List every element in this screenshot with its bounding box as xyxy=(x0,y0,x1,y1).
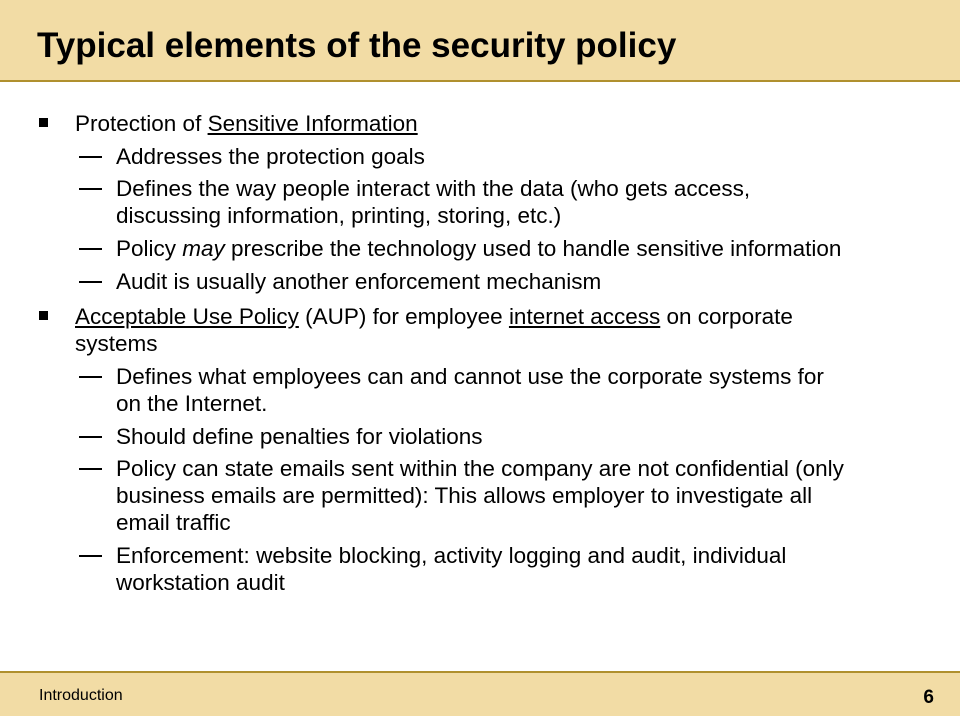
dash-icon xyxy=(79,188,102,190)
dash-icon xyxy=(79,436,102,438)
sub-bullet-line: email traffic xyxy=(116,510,231,535)
sub-bullet-line: Enforcement: website blocking, activity logging and audit, individual xyxy=(116,543,787,568)
footer-bar xyxy=(0,671,960,716)
sub-bullet-line: Defines what employees can and cannot use the corporate systems for xyxy=(116,364,824,389)
bullet-text: (AUP) for employee xyxy=(298,304,509,329)
sub-bullet-line: Policy can state emails sent within the company are not confidential (only xyxy=(116,456,844,481)
page-number: 6 xyxy=(923,687,934,708)
bullet-square-icon xyxy=(39,118,48,127)
bullet-text: on corporate xyxy=(660,304,793,329)
bullet-line: systems xyxy=(75,331,158,356)
sub-bullet-text: Policy xyxy=(116,236,183,261)
dash-icon xyxy=(79,156,102,158)
sub-bullet xyxy=(116,363,941,417)
dash-icon xyxy=(79,555,102,557)
sub-bullet xyxy=(116,175,941,229)
sub-bullet xyxy=(116,542,941,596)
bullet-text: Protection of xyxy=(75,111,208,136)
sub-bullet xyxy=(116,455,941,536)
sub-bullet-text: prescribe the technology used to handle sensitive information xyxy=(224,236,842,261)
dash-icon xyxy=(79,248,102,250)
sub-bullet-line: business emails are permitted): This allows employer to investigate all xyxy=(116,483,813,508)
bullet-line xyxy=(75,303,935,330)
dash-icon xyxy=(79,468,102,470)
sub-bullet: Addresses the protection goals xyxy=(116,144,425,169)
sub-bullet xyxy=(116,235,941,262)
sub-bullet-line: discussing information, printing, storing, etc.) xyxy=(116,203,562,228)
acceptable-use-policy-link[interactable]: Acceptable Use Policy xyxy=(75,304,299,329)
sub-bullet: Should define penalties for violations xyxy=(116,424,483,449)
dash-icon xyxy=(79,376,102,378)
dash-icon xyxy=(79,281,102,283)
bullet-sensitive-information xyxy=(75,110,935,137)
sub-bullet-line: workstation audit xyxy=(116,570,285,595)
slide-title: Typical elements of the security policy xyxy=(37,26,677,65)
sub-bullet: Audit is usually another enforcement mechanism xyxy=(116,269,602,294)
emphasis-text: may xyxy=(182,236,225,261)
bullet-square-icon xyxy=(39,311,48,320)
footer-section-label: Introduction xyxy=(39,687,123,704)
bullet-acceptable-use-policy xyxy=(75,303,935,357)
sensitive-information-link[interactable]: Sensitive Information xyxy=(207,111,418,136)
internet-access-link[interactable]: internet access xyxy=(508,304,661,329)
sub-bullet-line: on the Internet. xyxy=(116,391,268,416)
sub-bullet-line: Defines the way people interact with the data (who gets access, xyxy=(116,176,751,201)
